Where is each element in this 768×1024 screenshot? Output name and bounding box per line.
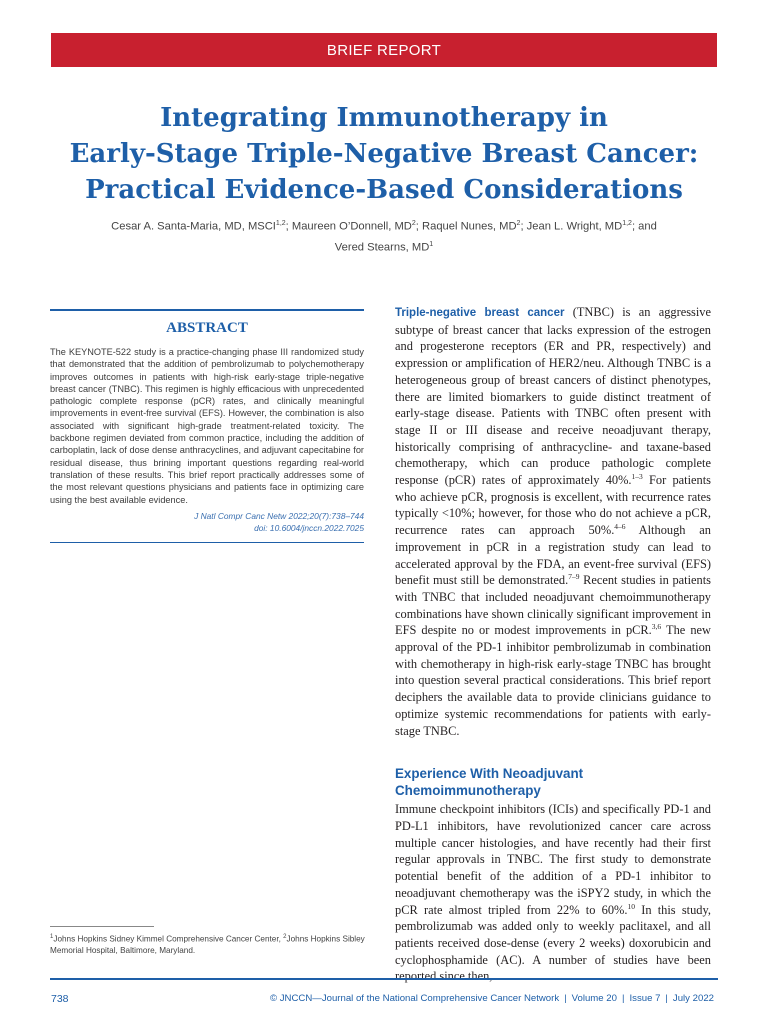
- paragraph-text: Although an improvement in pCR in a registration study can lead to accelerated approval by the FDA, an event-free survival (EFS) benefit must still be demonstrated.: [395, 523, 711, 588]
- affiliation-divider: [50, 926, 154, 927]
- footer-journal-info: [270, 993, 714, 1004]
- footer-divider: [50, 978, 718, 980]
- article-title: [40, 100, 728, 208]
- author-conjunction: ; and: [631, 220, 657, 233]
- paragraph-text: The new approval of the PD-1 inhibitor pembrolizumab in combination with chemotherapy in high-risk early-stage TNBC has brought into question several practical considerations. This brief report deciphers the available data to provide clinicians guidance to optimize systemic recommendations for patients with early-stage TNBC.: [395, 623, 711, 738]
- abstract-box: [50, 309, 364, 543]
- section-heading: Experience With Neoadjuvant Chemoimmunotherapy: [395, 766, 584, 799]
- author-affiliation-mark: 1,2: [275, 220, 286, 227]
- abstract-heading: ABSTRACT: [166, 320, 248, 336]
- paragraph-text: Immune checkpoint inhibitors (ICIs) and specifically PD-1 and PD-L1 inhibitors, have revolutionized cancer care across multiple cancer histologies, and have recently had their first regular approvals in TNBC. The first study to demonstrate potential benefit of the addition of a PD-1 inhibitor to neoadjuvant chemotherapy was the iSPY2 study, in which the pCR rate almost tripled from 22% to 60%.: [395, 802, 711, 917]
- paragraph-text: (TNBC) is an aggressive subtype of breast cancer that lacks expression of the estrogen and progesterone receptors (ER and PR, respectively) and expression or amplification of HER2/neu. Although TNBC is a heterogeneous group of breast cancers of distinct phenotypes, there are limited biomarkers to guide distinct treatment of early-stage disease. Patients with TNBC often present with stage II or III disease and receive neoadjuvant therapy, historically comprising of anthracycline- and taxane-based chemotherapy, which can produce pathologic complete response (pCR) rates of approximately 40%.: [395, 305, 711, 488]
- reference-mark: 3,6: [651, 622, 662, 632]
- reference-mark: 1–3: [631, 471, 643, 481]
- affiliation-text: Johns Hopkins Sibley Memorial Hospital, Baltimore, Maryland.: [50, 934, 365, 956]
- author-affiliation-mark: 1: [429, 240, 434, 248]
- affiliation-mark: 1: [50, 934, 54, 940]
- citation: [50, 510, 364, 534]
- section-banner: [51, 33, 717, 67]
- issue-date: July 2022: [672, 993, 714, 1004]
- author-name: ; Raquel Nunes, MD: [415, 220, 517, 233]
- paragraph-text: For patients who achieve pCR, prognosis is excellent, with recurrence rates typically <10%; however, for those who do not achieve a pCR, recurrence rates can approach 50%.: [395, 473, 711, 538]
- author-affiliation-mark: 1,2: [622, 220, 632, 227]
- author-list: [60, 215, 708, 256]
- affiliations-footnote: [50, 932, 370, 957]
- reference-mark: 7–9: [568, 572, 580, 582]
- author-affiliation-mark: 2: [516, 220, 521, 227]
- body-column: [395, 304, 711, 985]
- footer-separator: |: [665, 993, 668, 1004]
- author-affiliation-mark: 2: [411, 220, 416, 227]
- author-name: ; Maureen O’Donnell, MD: [285, 220, 412, 233]
- affiliation-mark: 2: [283, 934, 287, 940]
- author-name: ; Jean L. Wright, MD: [520, 220, 623, 233]
- issue: Issue 7: [629, 993, 661, 1004]
- citation-reference: J Natl Compr Canc Netw 2022;20(7):738–744: [194, 510, 364, 521]
- section-paragraph: [395, 801, 711, 985]
- volume: Volume 20: [571, 993, 617, 1004]
- page-number: 738: [51, 993, 69, 1005]
- journal-name: © JNCCN—Journal of the National Comprehensive Cancer Network: [270, 993, 560, 1004]
- reference-mark: 10: [627, 901, 635, 911]
- lead-in: Triple-negative breast cancer: [395, 307, 565, 319]
- author-name: Cesar A. Santa-Maria, MD, MSCI: [111, 220, 276, 233]
- abstract-text: The KEYNOTE-522 study is a practice-changing phase III randomized study that demonstrated that the addition of pembrolizumab to polychemotherapy improves outcomes in patients with high-risk early-stage triple-negative breast cancer (TNBC). This regimen is highly efficacious with unprecedented pathologic complete response (pCR) rates, and clinically meaningful improvements in event-free survival (EFS). However, the combination is also associated with significant high-grade treatment-related toxicity. The backbone regimen deviated from common practice, including the addition of carboplatin, lack of dose dense anthracyclines, and adjuvant capecitabine for residual disease, thus brining important questions regarding real-world translation of these results. This brief report practically addresses some of the most relevant questions physicians and patients face in optimizing care using the best available evidence.: [50, 347, 364, 505]
- affiliation-text: Johns Hopkins Sidney Kimmel Comprehensive Cancer Center,: [53, 934, 284, 944]
- reference-mark: 4–6: [614, 522, 626, 532]
- intro-paragraph: [395, 304, 711, 739]
- citation-doi: doi: 10.6004/jnccn.2022.7025: [254, 522, 364, 533]
- title-line-3: Practical Evidence-Based Considerations: [85, 175, 683, 205]
- title-line-1: Integrating Immunotherapy in: [160, 103, 608, 133]
- paragraph-text: In this study, pembrolizumab was added only to weekly paclitaxel, and all patients received dose-dense (every 2 weeks) doxorubicin and cyclophosphamide (AC). A number of studies have been reported since then,: [395, 902, 711, 984]
- banner-label: BRIEF REPORT: [326, 41, 442, 59]
- author-name: Vered Stearns, MD: [334, 241, 430, 254]
- footer-separator: |: [564, 993, 567, 1004]
- footer-separator: |: [621, 993, 625, 1004]
- title-line-2: Early-Stage Triple-Negative Breast Cancer:: [69, 139, 699, 169]
- paragraph-text: Recent studies in patients with TNBC that included neoadjuvant chemoimmunotherapy combinations have shown clinically significant improvement in EFS despite no or modest improvements in pCR.: [395, 573, 712, 638]
